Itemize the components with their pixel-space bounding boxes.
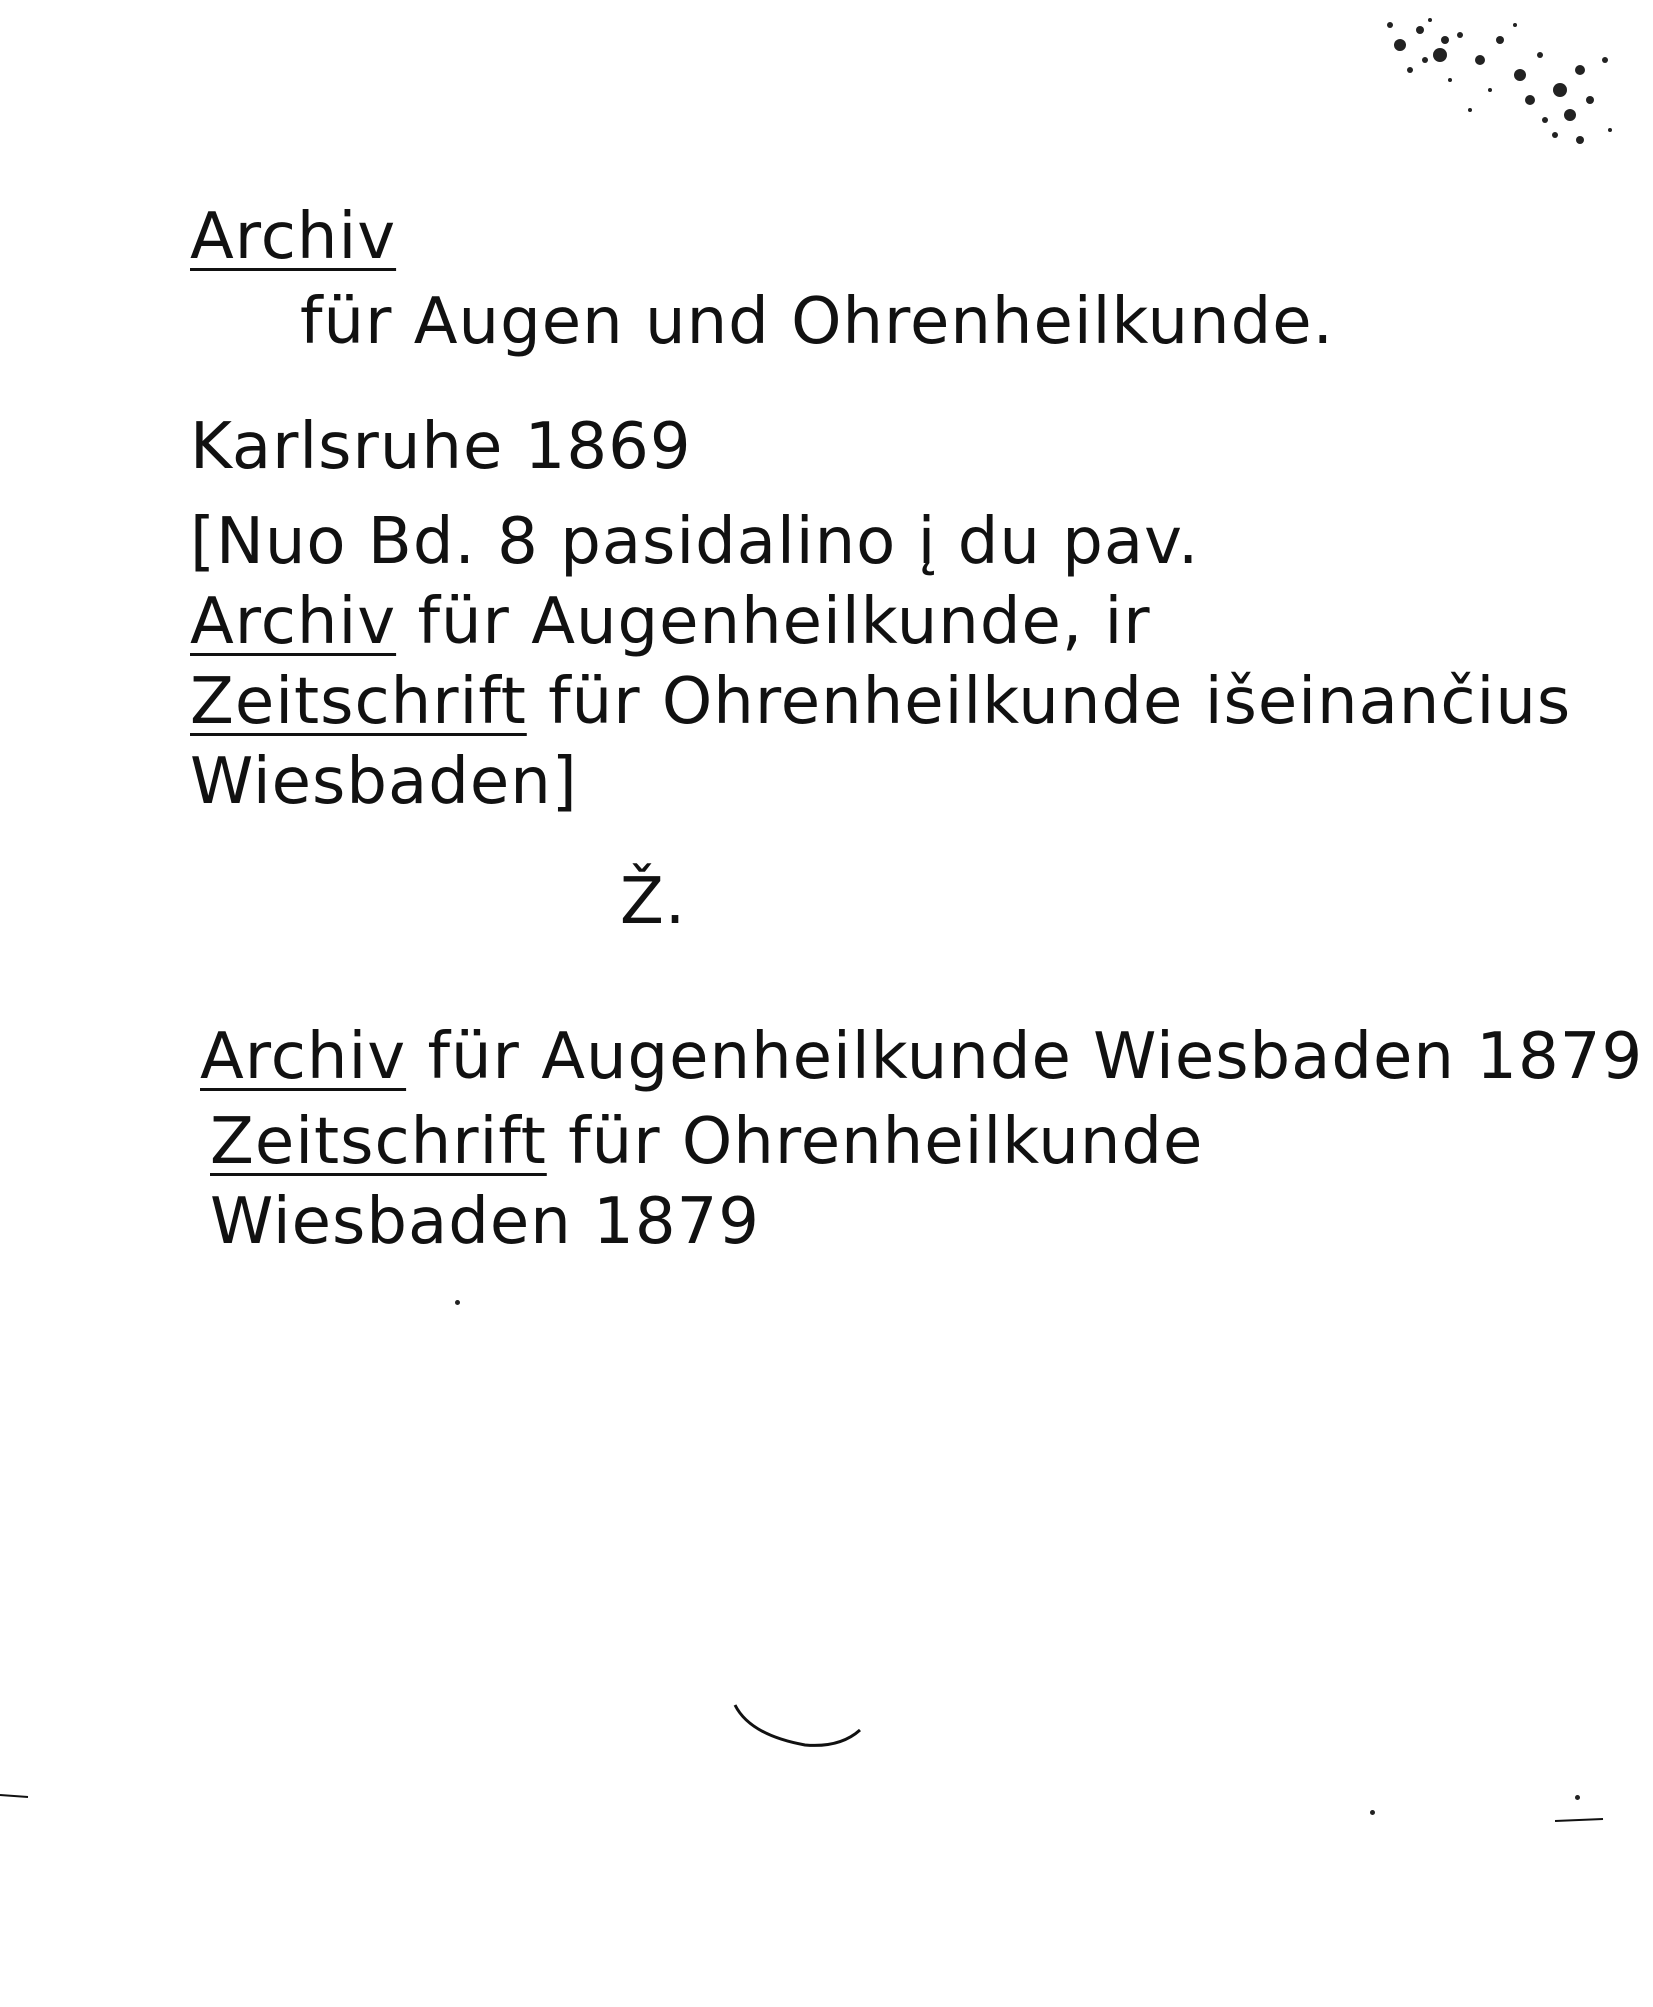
title-continuation: für Ohrenheilkunde	[546, 1105, 1204, 1179]
ink-stain	[1330, 0, 1630, 170]
title-continuation: für Augen und Ohrenheilkunde.	[300, 285, 1334, 359]
place-year: Wiesbaden 1879	[210, 1185, 760, 1259]
underlined-title: Zeitschrift	[190, 665, 527, 739]
place-year: Karlsruhe 1869	[190, 410, 692, 484]
ink-dot	[1575, 1795, 1580, 1800]
card-line-6	[190, 665, 1572, 739]
underlined-title: Zeitschrift	[210, 1105, 547, 1179]
card-line-9	[200, 1020, 1644, 1094]
note-text: [Nuo Bd. 8 pasidalino į du pav.	[190, 505, 1200, 579]
ink-dot	[1370, 1810, 1375, 1815]
edge-mark	[1555, 1815, 1605, 1825]
card-line-2	[300, 285, 1334, 359]
title-continuation: für Augenheilkunde Wiesbaden 1879	[406, 1020, 1644, 1094]
underlined-title: Archiv	[190, 585, 397, 659]
card-line-8	[620, 865, 687, 939]
note-text: Wiesbaden]	[190, 745, 578, 819]
card-line-5	[190, 585, 1151, 659]
ink-dot	[455, 1300, 460, 1305]
card-line-3	[190, 410, 692, 484]
underlined-title: Archiv	[200, 1020, 407, 1094]
underlined-title: Archiv	[190, 200, 397, 274]
pen-scribble	[730, 1700, 880, 1760]
card-line-4	[190, 505, 1200, 579]
card-line-10	[210, 1105, 1204, 1179]
edge-mark	[0, 1790, 30, 1800]
card-line-7	[190, 745, 578, 819]
note-text: für Ohrenheilkunde išeinančius	[526, 665, 1572, 739]
card-line-11	[210, 1185, 760, 1259]
card-line-1	[190, 200, 397, 274]
reference-mark: Ž.	[620, 865, 687, 939]
note-text: für Augenheilkunde, ir	[396, 585, 1151, 659]
